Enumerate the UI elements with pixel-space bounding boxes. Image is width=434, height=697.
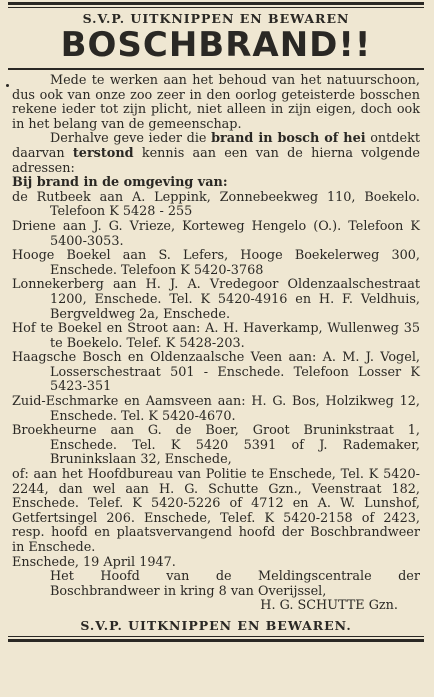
bottom-rules — [12, 636, 420, 642]
top-rule-thin — [8, 7, 424, 8]
address-entry-hof-te-boekel: Hof te Boekel en Stroot aan: A. H. Haverkamp, Wullenweg 35 te Boekelo. Telef. K 5428-203. — [12, 321, 420, 351]
address-entry-zuid-eschmarke: Zuid-Eschmarke en Aamsveen aan: H. G. Bos, Holzikweg 12, Enschede. Tel. K 5420-4670. — [12, 394, 420, 424]
intro-paragraph-2 — [12, 132, 420, 176]
address-entry-haagsche-bosch: Haagsche Bosch en Oldenzaalsche Veen aan: A. M. J. Vogel, Losserschestraat 501 - Enschede. Telefoon Losser K 5423-351 — [12, 350, 420, 395]
title-rule — [8, 68, 424, 70]
footer-cutout-notice: S.V.P. UITKNIPPEN EN BEWAREN. — [80, 617, 352, 633]
address-entry-broekheurne: Broekheurne aan G. de Boer, Groot Bruninkstraat 1, Enschede. Tel. K 5420 5391 of J. Rademaker, Bruninkslaan 32, Enschede, — [12, 423, 420, 468]
signature-name: H. G. SCHUTTE Gzn. — [260, 598, 398, 614]
top-rule-thick — [8, 2, 424, 5]
address-entry-rutbeek: de Rutbeek aan A. Leppink, Zonnebeekweg 110, Boekelo. Telefoon K 5428 - 255 — [12, 189, 420, 220]
print-speck — [6, 84, 9, 87]
intro-paragraph-1: Mede te werken aan het behoud van het natuurschoon, dus ook van onze zoo zeer in den oorlog geteisterde bosschen rekene ieder tot zijn plicht, niet alleen in zijn eigen, doch ook in het belang van de gemeenschap. — [12, 73, 420, 132]
intro-2-mid: ontdekt daarvan — [12, 131, 420, 161]
intro-2-pre: Derhalve geve ieder die — [50, 131, 207, 147]
address-entry-driene: Driene aan J. G. Vrieze, Korteweg Hengelo (O.). Telefoon K 5400-3053. — [12, 218, 420, 249]
bottom-rule-thick — [8, 639, 424, 642]
signature-text: Het Hoofd van de Meldingscentrale der Boschbrandweer in kring 8 van Overijssel, — [50, 569, 420, 599]
intro-2-bold-fire: brand in bosch of hei — [211, 131, 366, 147]
address-entry-lonnekerberg: Lonnekerberg aan H. J. A. Vredegoor Oldenzaalschestraat 1200, Enschede. Tel. K 5420-4916 en H. F. Veldhuis, Bergveldweg 2a, Enschede. — [12, 277, 420, 322]
header-cutout-notice: S.V.P. UITKNIPPEN EN BEWAREN — [82, 11, 350, 26]
address-entry-hoofdbureau: of: aan het Hoofdbureau van Politie te Enschede, Tel. K 5420-2244, dan wel aan H. G. Schutte Gzn., Veenstraat 182, Enschede. Telef. K 5420-5226 of 4712 en A. W. Lunshof, Getfertsingel 206. Enschede, Telef. K 5420-2158 of 2423, resp. hoofd en plaatsvervangend hoofd der Boschbrandweer in Enschede. — [12, 467, 420, 555]
bottom-rule-thin — [8, 636, 424, 637]
article-body — [12, 74, 420, 614]
address-entry-hooge-boekel: Hooge Boekel aan S. Lefers, Hooge Boekelerweg 300, Enschede. Telefoon K 5420-3768 — [12, 248, 420, 278]
date-line: Enschede, 19 April 1947. — [12, 554, 176, 570]
section-heading: Bij brand in de omgeving van: — [12, 175, 228, 191]
page-title: BOSCHBRAND!! — [60, 25, 372, 65]
intro-2-post: kennis aan een van de hierna volgende adressen: — [12, 145, 420, 176]
top-rules — [12, 0, 420, 8]
intro-2-bold-immediately: terstond — [72, 145, 134, 161]
